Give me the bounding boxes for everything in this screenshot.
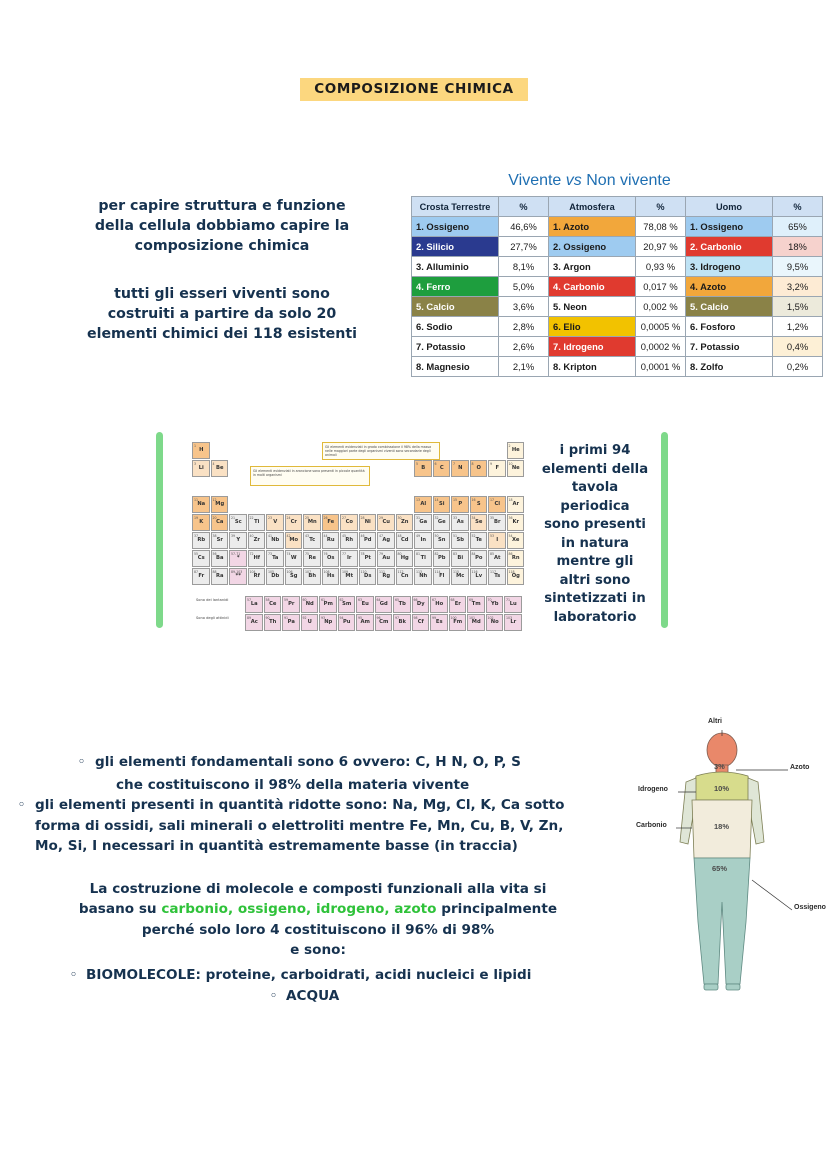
cell-uomo-5: 5. Calcio <box>686 297 773 317</box>
cell-uomo-pct-2: 18% <box>773 237 823 257</box>
cell-atm-pct-4: 0,017 % <box>636 277 686 297</box>
periodic-note-2: Gli elementi evidenziati in arancione sono presenti in piccole quantità in molti organismi <box>250 466 370 486</box>
bullet-marker: ◦ <box>70 967 78 981</box>
composition-table-block <box>411 172 809 377</box>
cell-uomo-pct-6: 1,2% <box>773 317 823 337</box>
figure-label-altri: Altri <box>708 718 722 725</box>
header-pct-3: % <box>773 197 823 217</box>
table-row <box>412 337 823 357</box>
cell-crosta-1: 1. Ossigeno <box>412 217 499 237</box>
cell-atm-pct-8: 0,0001 % <box>636 357 686 377</box>
caption-line-9: sintetizzati in <box>544 591 646 606</box>
header-crosta: Crosta Terrestre <box>412 197 499 217</box>
cell-uomo-1: 1. Ossigeno <box>686 217 773 237</box>
table-row <box>412 297 823 317</box>
caption-line-2: elementi della <box>541 461 649 477</box>
cell-atm-pct-5: 0,002 % <box>636 297 686 317</box>
cell-atm-pct-6: 0,0005 % <box>636 317 686 337</box>
table-row <box>412 237 823 257</box>
bullet-ridotte-line-3: Mo, Si, I necessari in quantità estremamente basse (in traccia) <box>35 838 518 854</box>
figure-label-carbonio: Carbonio <box>636 822 667 829</box>
cell-atm-pct-1: 78,08 % <box>636 217 686 237</box>
intro-paragraph-2 <box>52 284 392 344</box>
bullet-marker: ◦ <box>78 755 86 768</box>
cell-crosta-5: 5. Calcio <box>412 297 499 317</box>
green-bar-left <box>156 432 163 628</box>
bullet-item-ridotte <box>18 795 648 857</box>
cell-uomo-3: 3. Idrogeno <box>686 257 773 277</box>
caption-line-5: sono presenti <box>544 517 646 532</box>
caption-line-8: altri sono <box>559 572 631 588</box>
intro-line-1: per capire struttura e funzione <box>98 198 346 214</box>
caption-line-3: tavola <box>571 480 619 495</box>
periodic-legend-lantanidi: Sono dei lantanidi <box>196 598 229 602</box>
intro-line-2: della cellula dobbiamo capire la <box>94 218 350 234</box>
intro-line-3: composizione chimica <box>134 238 310 254</box>
cell-atm-2: 2. Ossigeno <box>549 237 636 257</box>
cell-uomo-6: 6. Fosforo <box>686 317 773 337</box>
cell-uomo-4: 4. Azoto <box>686 277 773 297</box>
cell-crosta-pct-3: 8,1% <box>499 257 549 277</box>
bullet-marker: ◦ <box>270 989 278 1002</box>
cell-crosta-pct-7: 2,6% <box>499 337 549 357</box>
cell-crosta-7: 7. Potassio <box>412 337 499 357</box>
bullet-item-biomolecole <box>18 965 648 986</box>
cell-atm-1: 1. Azoto <box>549 217 636 237</box>
molecole-line-2-pre: basano su <box>78 901 162 917</box>
cell-crosta-3: 3. Alluminio <box>412 257 499 277</box>
figure-label-azoto: Azoto <box>790 764 810 771</box>
cell-atm-5: 5. Neon <box>549 297 636 317</box>
cell-crosta-2: 2. Silicio <box>412 237 499 257</box>
composition-table <box>411 196 823 377</box>
cell-atm-6: 6. Elio <box>549 317 636 337</box>
cell-crosta-pct-2: 27,7% <box>499 237 549 257</box>
figure-label-ossigeno: Ossigeno <box>794 904 826 911</box>
cell-uomo-pct-5: 1,5% <box>773 297 823 317</box>
figure-pct-carbonio: 18% <box>714 822 730 831</box>
header-atmosfera: Atmosfera <box>549 197 636 217</box>
cell-uomo-pct-8: 0,2% <box>773 357 823 377</box>
cell-crosta-pct-8: 2,1% <box>499 357 549 377</box>
cell-atm-pct-3: 0,93 % <box>636 257 686 277</box>
cell-atm-7: 7. Idrogeno <box>549 337 636 357</box>
caption-line-7: mentre gli <box>556 554 634 569</box>
cell-crosta-pct-6: 2,8% <box>499 317 549 337</box>
table-row <box>412 277 823 297</box>
bullet-biomolecole-text: BIOMOLECOLE: proteine, carboidrati, acidi nucleici e lipidi <box>86 966 532 983</box>
bullet-ridotte-line-1: gli elementi presenti in quantità ridotte sono: Na, Mg, Cl, K, Ca sotto <box>35 797 565 813</box>
caption-line-6: in natura <box>561 535 629 551</box>
table-heading-vivente: Vivente <box>508 172 562 189</box>
cell-crosta-8: 8. Magnesio <box>412 357 499 377</box>
figure-pct-idrogeno: 10% <box>714 784 730 793</box>
header-uomo: Uomo <box>686 197 773 217</box>
bullet-marker: ◦ <box>18 798 26 811</box>
table-heading <box>411 172 768 190</box>
cell-atm-pct-7: 0,0002 % <box>636 337 686 357</box>
periodic-table-image: 1 H 2 He 3 Li 4 Be 5 B 6 C 7 N 8 O 9 F 10 Ne 11 Na 12 Mg 13 Al 14 Si 15 P 16 S 17 Cl 18 Ar 19 K 20 Ca 21 Sc 22 Ti 23 V 24 Cr 25 Mn 26 Fe 27 Co 28 Ni 29 Cu 30 Zn 31 Ga 32 Ge 33 As 34 Se 35 Br 36 Kr 37 Rb 38 Sr 39 Y 40 Zr 41 Nb 42 Mo 43 Tc 44 Ru 45 Rh 46 Pd 47 Ag 48 Cd 49 In 50 Sn 51 Sb 52 Te 53 I 54 Xe 55 Cs 56 Ba 57-71 * 72 Hf 73 Ta 74 W 75 Re 76 Os 77 Ir 78 Pt 79 Au 80 Hg 81 Tl 82 Pb 83 Bi 84 Po 85 At 86 Rn 87 Fr 88 Ra 89-103 ** 104 Rf 105 Db 106 Sg 107 Bh 108 Hs 109 Mt 110 Ds 111 Rg 112 Cn 113 Nh 114 Fl 115 Mc 116 Lv 117 Ts 118 Og 57 La 58 Ce 59 Pr 60 Nd 61 Pm 62 Sm 63 Eu 64 Gd 65 Tb 66 Dy 67 Ho 68 Er 69 Tm 70 Yb 71 Lu 89 Ac 90 Th 91 Pa 92 U 93 Np 94 Pu 95 Am 96 Cm 97 Bk 98 Cf 99 Es 100 Fm 101 Md 102 No 103 Lr Gli elementi evidenziati in grado combinazione il 98% della massa nelle maggiori parte degli organismi viventi sono secondarie degli animali Gli elementi evidenziati in arancione sono presenti in piccole quantità in molti organismi Sono dei lantanidi Sono degli attinidi <box>192 438 522 626</box>
cell-uomo-pct-4: 3,2% <box>773 277 823 297</box>
bullet-item-acqua <box>18 986 648 1007</box>
table-row <box>412 257 823 277</box>
intro-paragraph-1 <box>52 196 392 256</box>
figure-pct-altri: 3% <box>714 762 725 771</box>
cell-uomo-2: 2. Carbonio <box>686 237 773 257</box>
table-row <box>412 217 823 237</box>
page-title-container <box>0 78 828 101</box>
cell-atm-3: 3. Argon <box>549 257 636 277</box>
header-pct-2: % <box>636 197 686 217</box>
periodic-note-1: Gli elementi evidenziati in grado combinazione il 98% della massa nelle maggiori parte degli organismi viventi sono secondarie degli animali <box>322 442 440 460</box>
cell-crosta-pct-1: 46,6% <box>499 217 549 237</box>
intro-line-5: costruiti a partire da solo 20 <box>107 306 337 322</box>
molecole-elements-highlight: carbonio, ossigeno, idrogeno, azoto <box>161 901 437 917</box>
caption-line-4: periodica <box>560 498 630 514</box>
molecole-paragraph <box>18 879 618 961</box>
periodic-caption <box>536 442 654 627</box>
body-composition-figure <box>636 718 826 1012</box>
table-row <box>412 357 823 377</box>
cell-uomo-pct-3: 9,5% <box>773 257 823 277</box>
bullet-item-fondamentali <box>18 752 648 773</box>
cell-crosta-6: 6. Sodio <box>412 317 499 337</box>
cell-uomo-7: 7. Potassio <box>686 337 773 357</box>
intro-line-4: tutti gli esseri viventi sono <box>114 286 330 302</box>
cell-uomo-pct-1: 65% <box>773 217 823 237</box>
green-bar-right <box>661 432 668 628</box>
bullet-fondamentali-subtext: che costituiscono il 98% della materia vivente <box>116 776 470 793</box>
cell-atm-8: 8. Kripton <box>549 357 636 377</box>
cell-crosta-pct-4: 5,0% <box>499 277 549 297</box>
table-heading-nonvivente: Non vivente <box>586 172 671 189</box>
bullet-fondamentali-text: gli elementi fondamentali sono 6 ovvero: C, H N, O, P, S <box>95 754 521 770</box>
cell-atm-pct-2: 20,97 % <box>636 237 686 257</box>
cell-crosta-4: 4. Ferro <box>412 277 499 297</box>
molecole-line-1: La costruzione di molecole e composti funzionali alla vita si <box>89 880 547 897</box>
periodic-table-block <box>156 432 676 632</box>
header-pct-1: % <box>499 197 549 217</box>
page-title: COMPOSIZIONE CHIMICA <box>300 78 527 101</box>
molecole-line-4: e sono: <box>290 942 346 958</box>
cell-uomo-8: 8. Zolfo <box>686 357 773 377</box>
molecole-line-3: perché solo loro 4 costituiscono il 96% di 98% <box>141 921 495 938</box>
caption-line-1: i primi 94 <box>559 443 631 458</box>
molecole-line-2-post: principalmente <box>436 901 558 917</box>
bullet-acqua-text: ACQUA <box>286 988 340 1004</box>
cell-uomo-pct-7: 0,4% <box>773 337 823 357</box>
table-row <box>412 317 823 337</box>
cell-atm-4: 4. Carbonio <box>549 277 636 297</box>
bullet-section <box>18 752 648 1007</box>
table-header-row <box>412 197 823 217</box>
cell-crosta-pct-5: 3,6% <box>499 297 549 317</box>
caption-line-10: laboratorio <box>553 609 637 625</box>
periodic-legend-attinidi: Sono degli attinidi <box>196 616 229 620</box>
bullet-ridotte-line-2: forma di ossidi, sali minerali o elettroliti mentre Fe, Mn, Cu, B, V, Zn, <box>35 817 564 834</box>
figure-pct-ossigeno: 65% <box>712 864 728 873</box>
table-heading-vs: vs <box>565 172 582 189</box>
intro-line-6: elementi chimici dei 118 esistenti <box>86 326 358 342</box>
intro-text-block <box>52 196 392 344</box>
figure-label-idrogeno: Idrogeno <box>638 786 668 793</box>
